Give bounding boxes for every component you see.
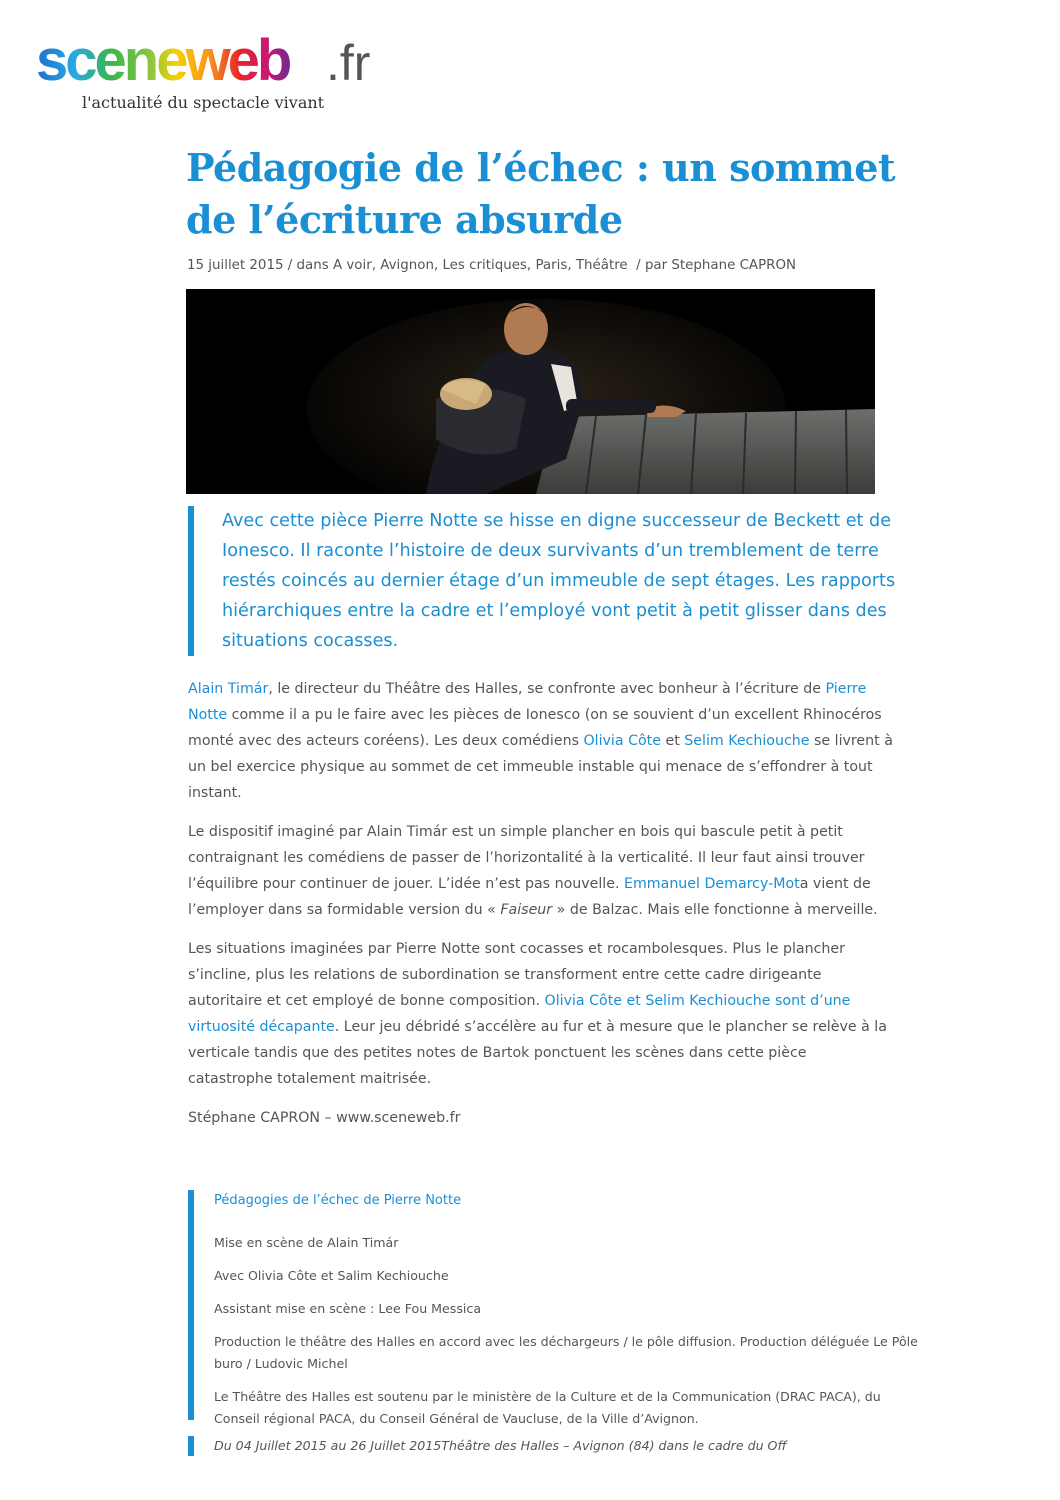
category-link[interactable]: Paris bbox=[535, 258, 568, 273]
text-span: , le directeur du Théâtre des Halles, se confronte avec bonheur à l’écriture de bbox=[268, 681, 826, 697]
category-link[interactable]: Les critiques bbox=[442, 258, 527, 273]
logo-tagline: l'actualité du spectacle vivant bbox=[82, 93, 325, 112]
author-prefix: par bbox=[644, 258, 672, 273]
meta-separator: / bbox=[627, 258, 645, 273]
person-link[interactable]: Olivia Côte bbox=[583, 733, 661, 749]
text-span: Les situations imaginées par Pierre Notte sont cocasses et rocambolesques. Plus le plancher s’incline, plus les relations de subordination se transforment entre cette cadre dirigeante autoritaire et cet employé de bonne composition. bbox=[188, 941, 845, 1009]
text-span: a vient de l’employer dans sa formidable version du « bbox=[188, 876, 871, 918]
credit-line: Assistant mise en scène : Lee Fou Messica bbox=[214, 1301, 482, 1316]
paragraph bbox=[188, 676, 893, 806]
logo-tld: .fr bbox=[326, 35, 371, 91]
production-credits bbox=[188, 1190, 930, 1426]
site-logo[interactable] bbox=[36, 26, 396, 116]
performance-dates: Du 04 Juillet 2015 au 26 Juillet 2015Théâtre des Halles – Avignon (84) dans le cadre du Off bbox=[188, 1436, 930, 1456]
article-title: Pédagogie de l’échec : un sommet de l’écriture absurde bbox=[186, 145, 896, 242]
logo-wordmark: sceneweb bbox=[36, 28, 290, 93]
article-signature: Stéphane CAPRON – www.sceneweb.fr bbox=[188, 1110, 461, 1126]
credit-line: Production le théâtre des Halles en accord avec les déchargeurs / le pôle diffusion. Production déléguée Le Pôle buro / Ludovic Michel bbox=[214, 1334, 918, 1371]
category-link[interactable]: Théâtre bbox=[575, 258, 628, 273]
article-intro bbox=[188, 506, 922, 656]
person-link[interactable]: Alain Timár bbox=[188, 681, 269, 697]
person-link[interactable]: Selim Kechiouche bbox=[684, 733, 810, 749]
article-body bbox=[188, 676, 893, 1144]
author-link[interactable]: Stephane CAPRON bbox=[671, 258, 797, 273]
text-span: » de Balzac. Mais elle fonctionne à merveille. bbox=[552, 902, 878, 918]
credits-title: Pédagogies de l’échec de Pierre Notte bbox=[214, 1193, 462, 1208]
text-span: Le dispositif imaginé par Alain Timár est un simple plancher en bois qui bascule petit à petit contraignant les comédiens de passer de l’horizontalité à la verticalité. Il leur faut ainsi trouver l’équilibre pour continuer de jouer. L’idée n’est pas nouvelle. bbox=[188, 824, 865, 892]
article-meta: 15 juillet 2015 / dans A voir, Avignon, Les critiques, Paris, Théâtre / par Stephane CAPRON bbox=[187, 258, 797, 273]
text-span: . Leur jeu débridé s’accélère au fur et à mesure que le plancher se relève à la verticale tandis que des petites notes de Bartok ponctuent les scènes dans cette pièce catastrophe totalement maitrisée. bbox=[188, 1019, 887, 1087]
intro-text: Avec cette pièce Pierre Notte se hisse en digne successeur de Beckett et de Ionesco. Il raconte l’histoire de deux survivants d’un tremblement de terre restés coincés au dernier étage d’un immeuble de sept étages. Les rapports hiérarchiques entre la cadre et l’employé vont petit à petit glisser dans des situations cocasses. bbox=[222, 511, 896, 651]
paragraph bbox=[188, 819, 893, 923]
credit-line: Avec Olivia Côte et Salim Kechiouche bbox=[214, 1268, 449, 1283]
person-link[interactable]: Olivia Côte et Selim Kechiouche sont d’une virtuosité décapante bbox=[188, 993, 851, 1035]
category-link[interactable]: A voir bbox=[332, 258, 372, 273]
categories-prefix: dans bbox=[296, 258, 333, 273]
text-span: se livrent à un bel exercice physique au sommet de cet immeuble instable qui menace de s’effondrer à tout instant. bbox=[188, 733, 893, 801]
paragraph bbox=[188, 936, 893, 1092]
category-link[interactable]: Avignon bbox=[380, 258, 434, 273]
meta-separator: / bbox=[283, 258, 297, 273]
credit-line: Le Théâtre des Halles est soutenu par le ministère de la Culture et de la Communication (DRAC PACA), du Conseil régional PACA, du Conseil Général de Vaucluse, de la Ville d’Avignon. bbox=[214, 1389, 881, 1426]
text-span: et bbox=[660, 733, 685, 749]
person-link[interactable]: Pierre Notte bbox=[188, 681, 867, 723]
work-title: Faiseur bbox=[500, 902, 553, 918]
article-hero-image bbox=[186, 289, 875, 494]
text-span: comme il a pu le faire avec les pièces de Ionesco (on se souvient d’un excellent Rhinocéros monté avec des acteurs coréens). Les deux comédiens bbox=[188, 707, 882, 749]
person-link[interactable]: Emmanuel Demarcy-Mot bbox=[624, 876, 800, 892]
article-date: 15 juillet 2015 bbox=[187, 258, 284, 273]
credit-line: Mise en scène de Alain Timár bbox=[214, 1235, 399, 1250]
